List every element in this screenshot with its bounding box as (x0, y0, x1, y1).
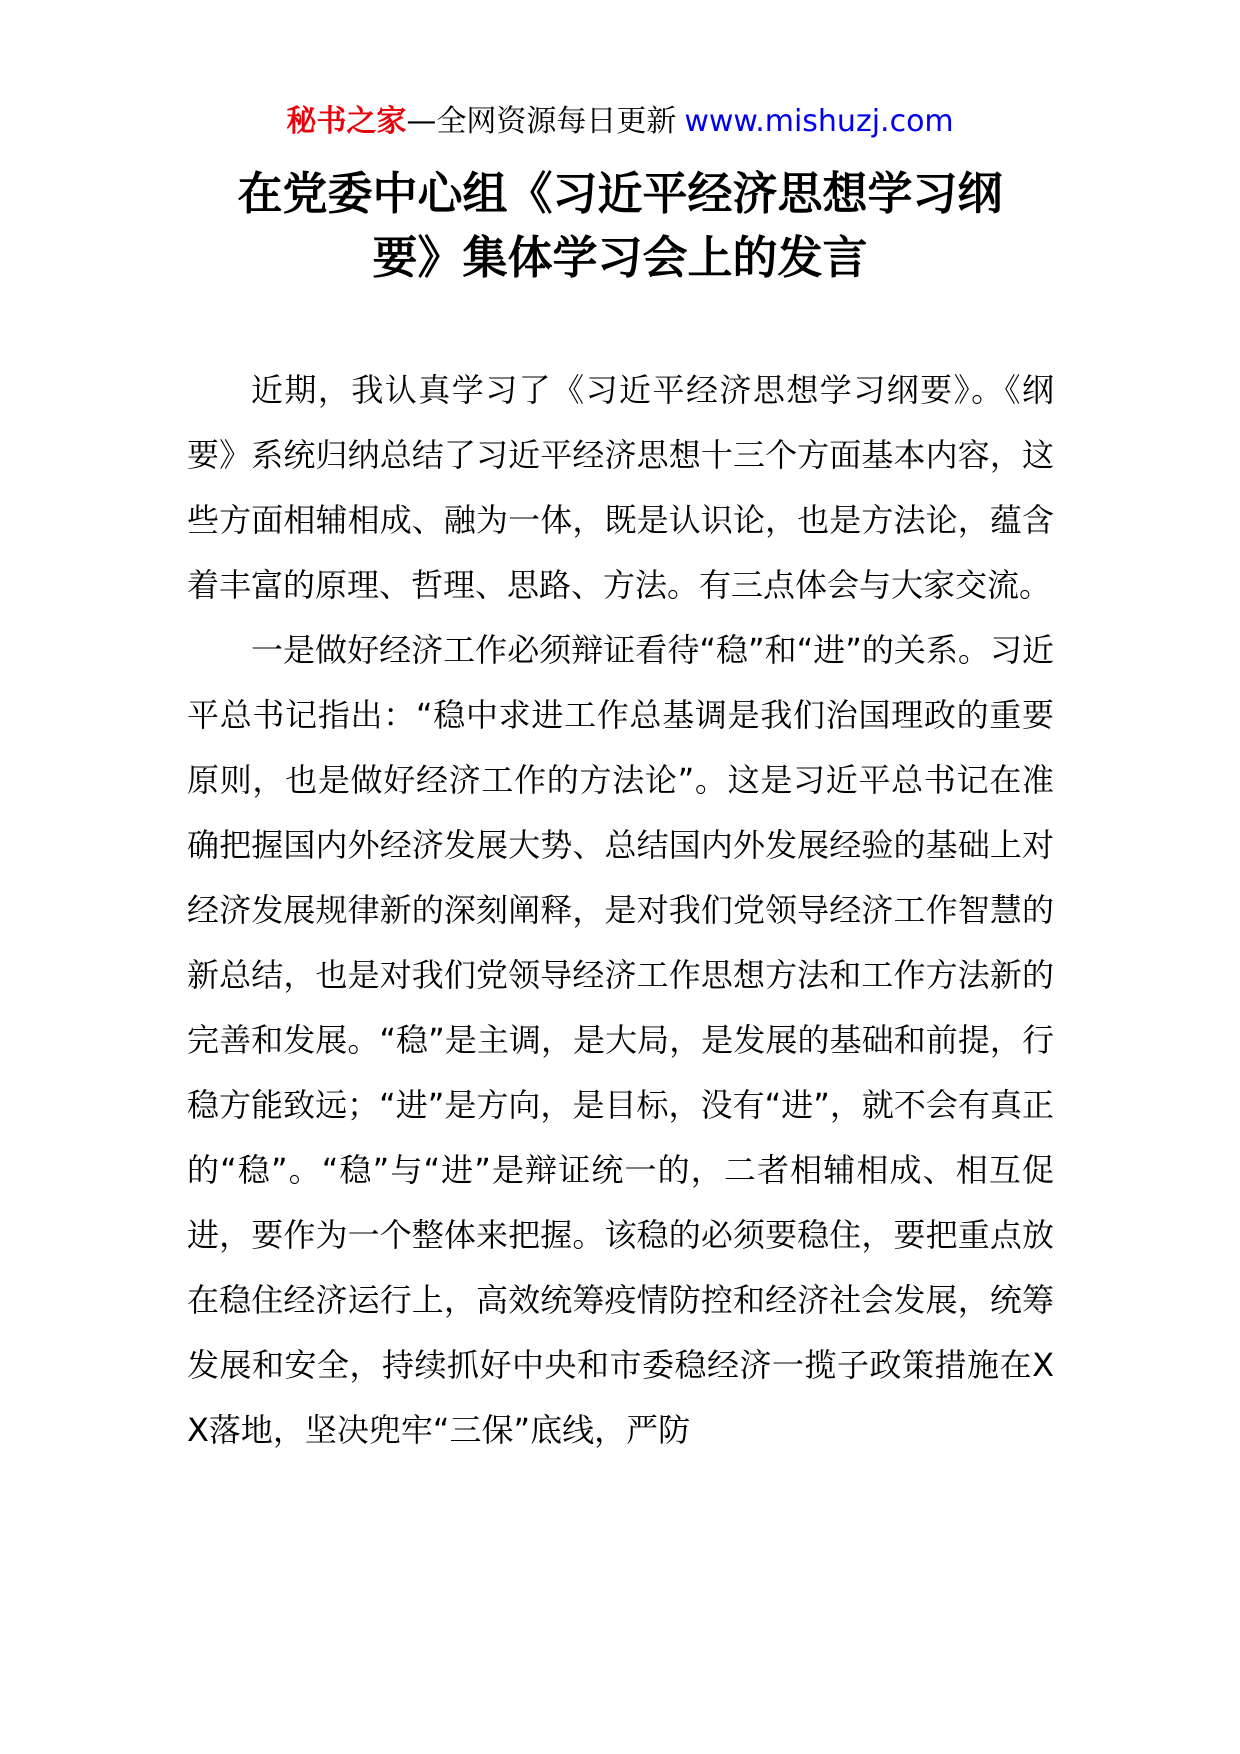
paragraph-intro: 近期，我认真学习了《习近平经济思想学习纲要》。《纲要》系统归纳总结了习近平经济思想十三个方面基本内容，这些方面相辅相成、融为一体，既是认识论，也是方法论，蕴含着丰富的原理、哲理、思路、方法。有三点体会与大家交流。 (187, 371, 1054, 604)
paragraph-point-one: 一是做好经济工作必须辩证看待“稳”和“进”的关系。习近平总书记指出：“稳中求进工作总基调是我们治国理政的重要原则，也是做好经济工作的方法论”。这是习近平总书记在准确把握国内外经济发展大势、总结国内外发展经验的基础上对经济发展规律新的深刻阐释，是对我们党领导经济工作智慧的新总结，也是对我们党领导经济工作思想方法和工作方法新的完善和发展。“稳”是主调，是大局，是发展的基础和前提，行稳方能致远；“进”是方向，是目标，没有“进”，就不会有真正的“稳”。“稳”与“进”是辩证统一的，二者相辅相成、相互促进，要作为一个整体来把握。该稳的必须要稳住，要把重点放在稳住经济运行上，高效统筹疫情防控和经济社会发展，统筹发展和安全，持续抓好中央和市委稳经济一揽子政策措施在XX落地，坚决兜牢“三保”底线，严防 (187, 631, 1054, 1449)
document-body (187, 358, 1054, 1463)
document-title (0, 162, 1240, 290)
title-line-2: 要》集体学习会上的发言 (372, 231, 868, 284)
site-header (0, 100, 1240, 144)
brand-name: 秘书之家 (286, 104, 407, 139)
title-line-1: 在党委中心组《习近平经济思想学习纲 (237, 167, 1003, 220)
site-url-link[interactable]: www.mishuzj.com (684, 104, 954, 139)
site-slogan: —全网资源每日更新 (406, 104, 677, 139)
